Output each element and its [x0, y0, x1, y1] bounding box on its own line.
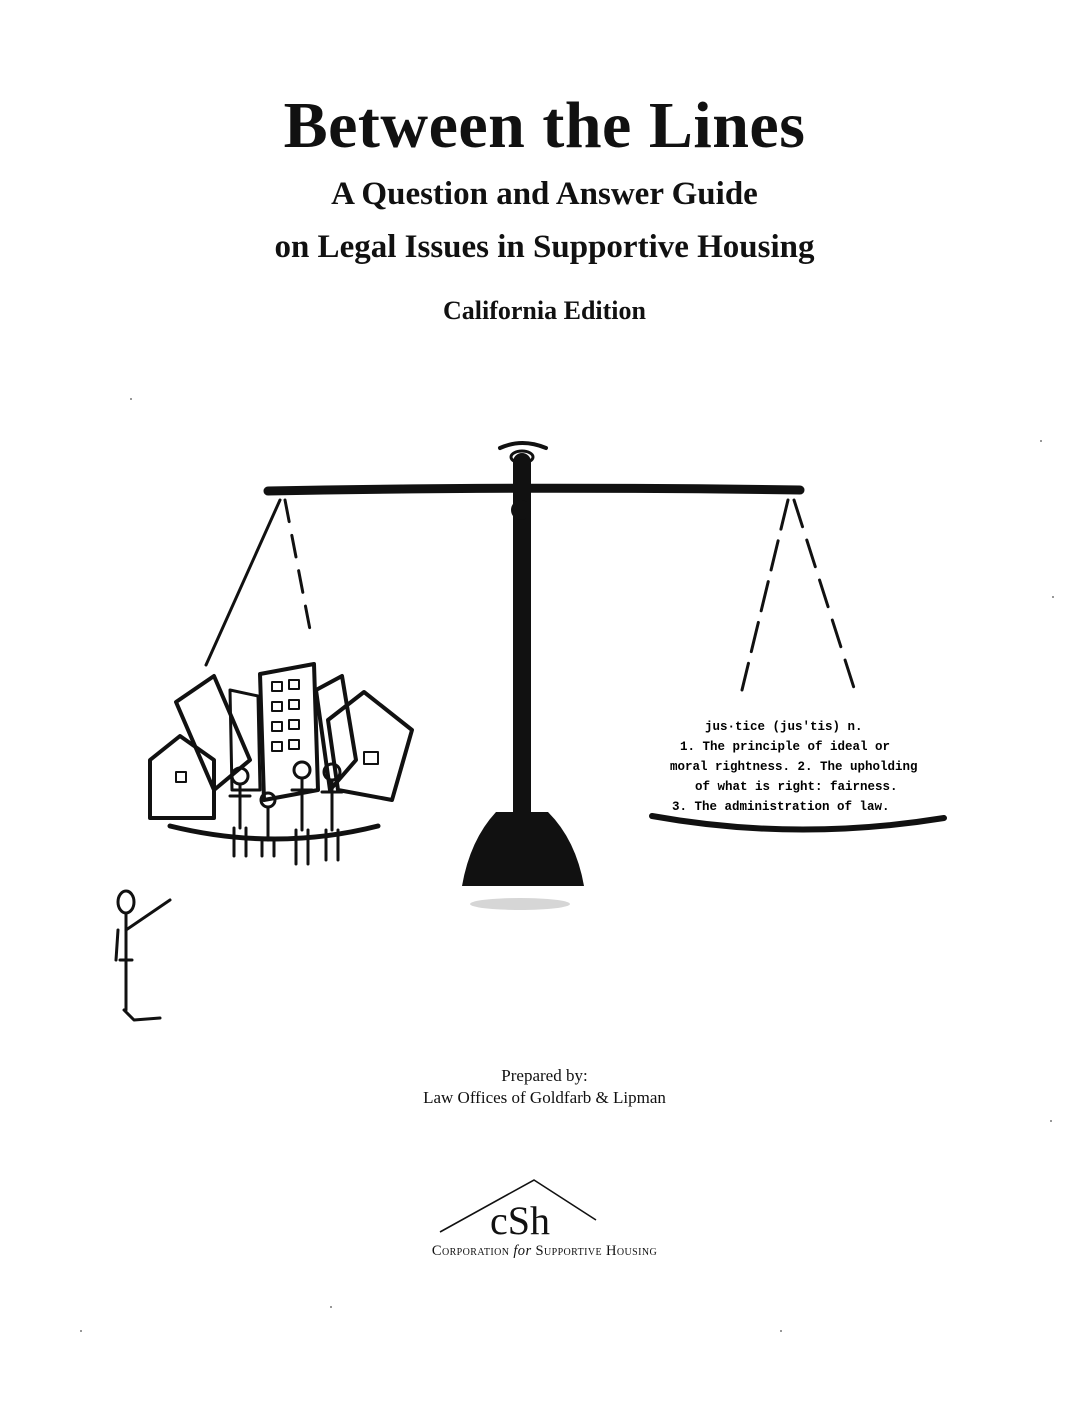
- scan-speck: [1050, 1120, 1052, 1122]
- law-firm-name: Law Offices of Goldfarb & Lipman: [423, 1088, 666, 1107]
- edition-label: California Edition: [443, 296, 646, 325]
- cover-subtitle-line2: on Legal Issues in Supportive Housing: [274, 229, 815, 265]
- scan-speck: [780, 1330, 782, 1332]
- logo-monogram: cSh: [490, 1198, 550, 1240]
- cover-subtitle-line1: A Question and Answer Guide: [331, 176, 758, 212]
- definition-line-1: jus·tice (jus′tis) n.: [705, 720, 863, 734]
- definition-line-2: 1. The principle of ideal or: [680, 740, 891, 754]
- scan-speck: [330, 1306, 332, 1308]
- organization-name: Corporation for Supportive Housing: [431, 1243, 658, 1259]
- scan-speck: [1040, 440, 1042, 442]
- scale-of-justice-illustration: [0, 430, 1089, 1040]
- scan-speck: [1052, 596, 1054, 598]
- csh-logo: [420, 1170, 660, 1240]
- scan-speck: [80, 1330, 82, 1332]
- definition-line-5: 3. The administration of law.: [672, 800, 890, 814]
- cover-title: Between the Lines: [283, 89, 806, 162]
- prepared-by-label: Prepared by:: [501, 1066, 588, 1085]
- definition-line-4: of what is right: fairness.: [695, 780, 898, 794]
- definition-line-3: moral rightness. 2. The upholding: [670, 760, 918, 774]
- scan-speck: [130, 398, 132, 400]
